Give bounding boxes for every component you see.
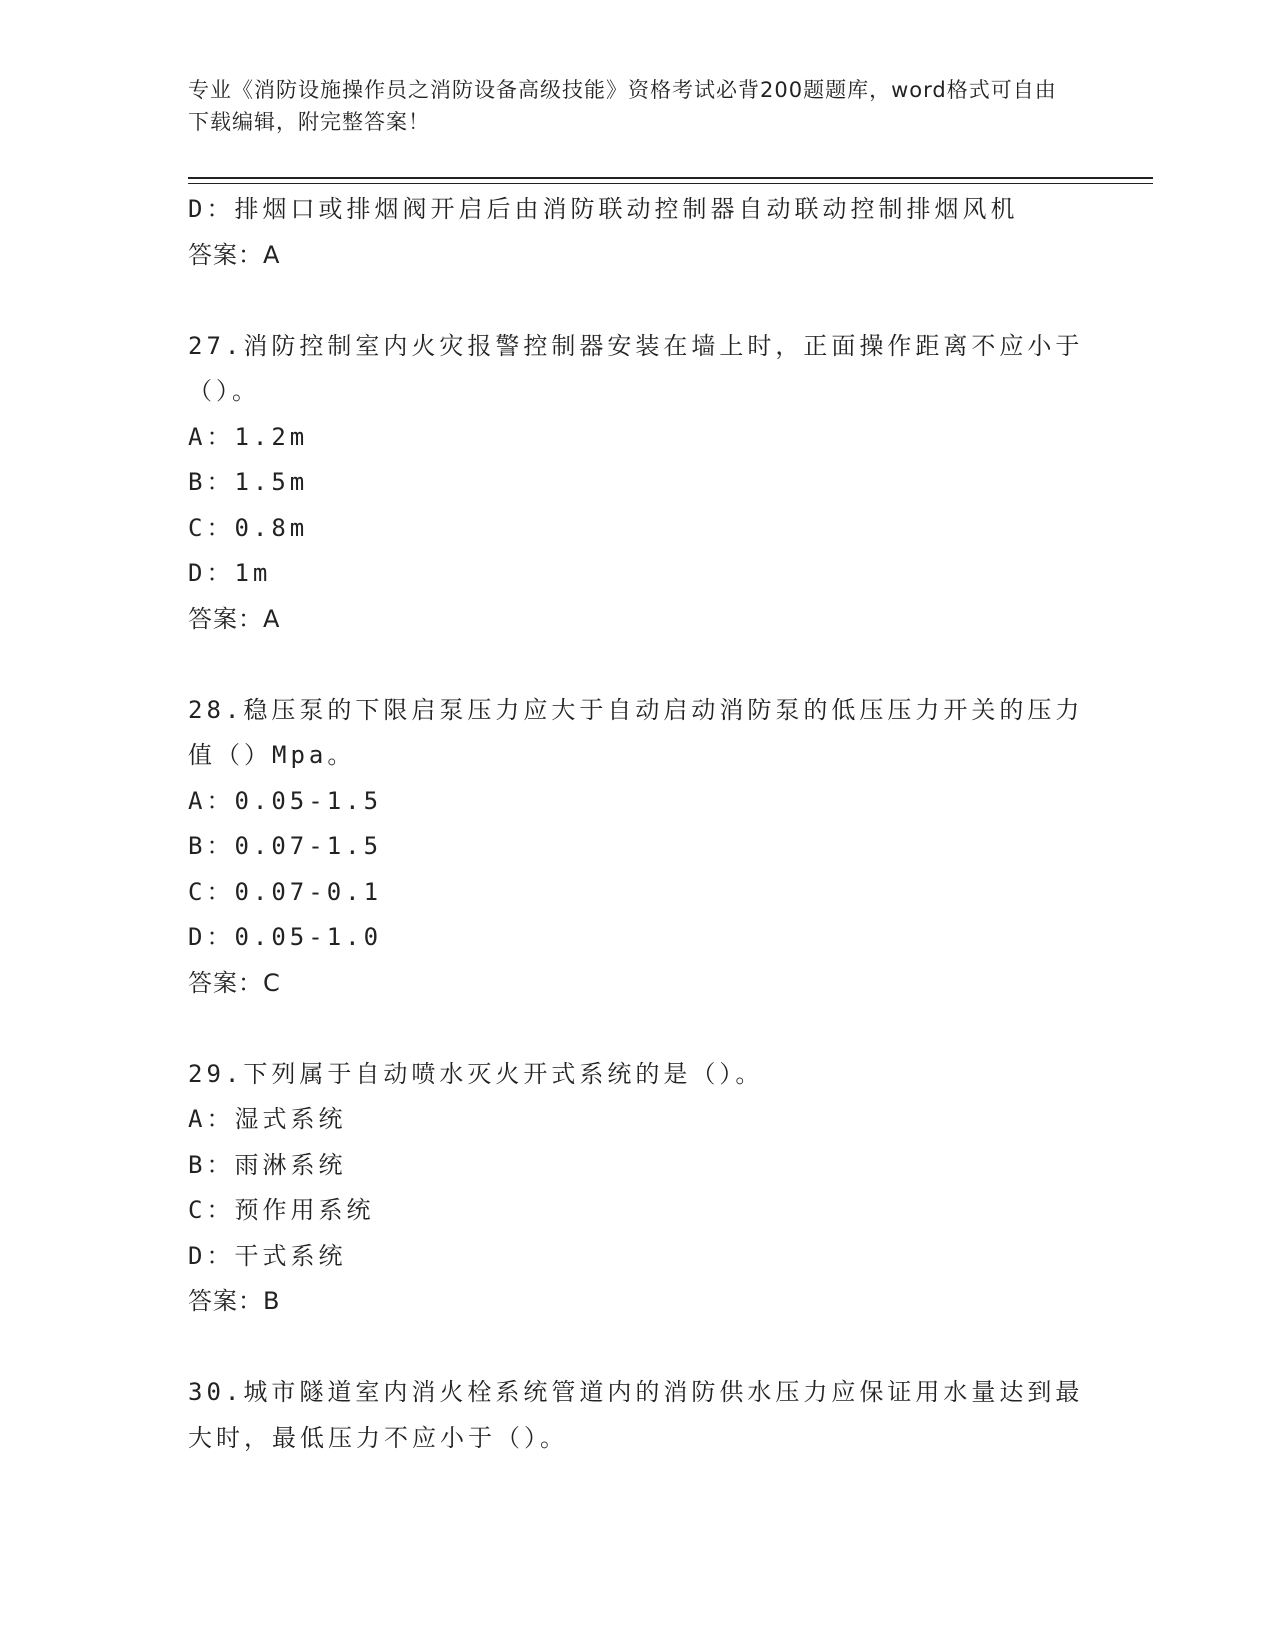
question-list	[188, 187, 1088, 1461]
option-a: A：湿式系统	[188, 1105, 347, 1133]
spacer	[188, 1325, 1088, 1371]
question-stem: 29.下列属于自动喷水灭火开式系统的是（）。	[188, 1059, 764, 1088]
question-stem: 30.城市隧道室内消火栓系统管道内的消防供水压力应保证用水量达到最大时，最低压力不应小于（）。	[188, 1378, 1084, 1452]
option-d: D：1m	[188, 559, 272, 587]
header-divider-thick	[188, 177, 1153, 179]
option-c: C：0.8m	[188, 513, 309, 542]
option-d: D：排烟口或排烟阀开启后由消防联动控制器自动联动控制排烟风机	[188, 195, 1019, 223]
answer-line: 答案：C	[188, 968, 281, 997]
option-d: D：0.05-1.0	[188, 923, 383, 951]
option-d: D：干式系统	[188, 1241, 347, 1270]
spacer	[188, 642, 1088, 688]
option-c: C：预作用系统	[188, 1196, 375, 1224]
question-stem: 28.稳压泵的下限启泵压力应大于自动启动消防泵的低压压力开关的压力值（）Mpa。	[188, 695, 1084, 769]
document-header: 专业《消防设施操作员之消防设备高级技能》资格考试必背200题题库，word格式可自由下载编辑，附完整答案！	[188, 78, 1057, 134]
spacer	[188, 1006, 1088, 1052]
option-b: B：1.5m	[188, 468, 309, 496]
answer-line: 答案：B	[188, 1287, 281, 1315]
answer-line: 答案：A	[188, 240, 281, 269]
spacer	[188, 278, 1088, 324]
header-divider-thin	[188, 183, 1153, 184]
option-b: B：0.07-1.5	[188, 832, 383, 860]
option-b: B：雨淋系统	[188, 1150, 347, 1179]
question-stem: 27.消防控制室内火灾报警控制器安装在墙上时，正面操作距离不应小于（）。	[188, 331, 1084, 405]
answer-line: 答案：A	[188, 604, 281, 633]
option-c: C：0.07-0.1	[188, 877, 383, 906]
option-a: A：0.05-1.5	[188, 786, 383, 815]
option-a: A：1.2m	[188, 422, 309, 451]
